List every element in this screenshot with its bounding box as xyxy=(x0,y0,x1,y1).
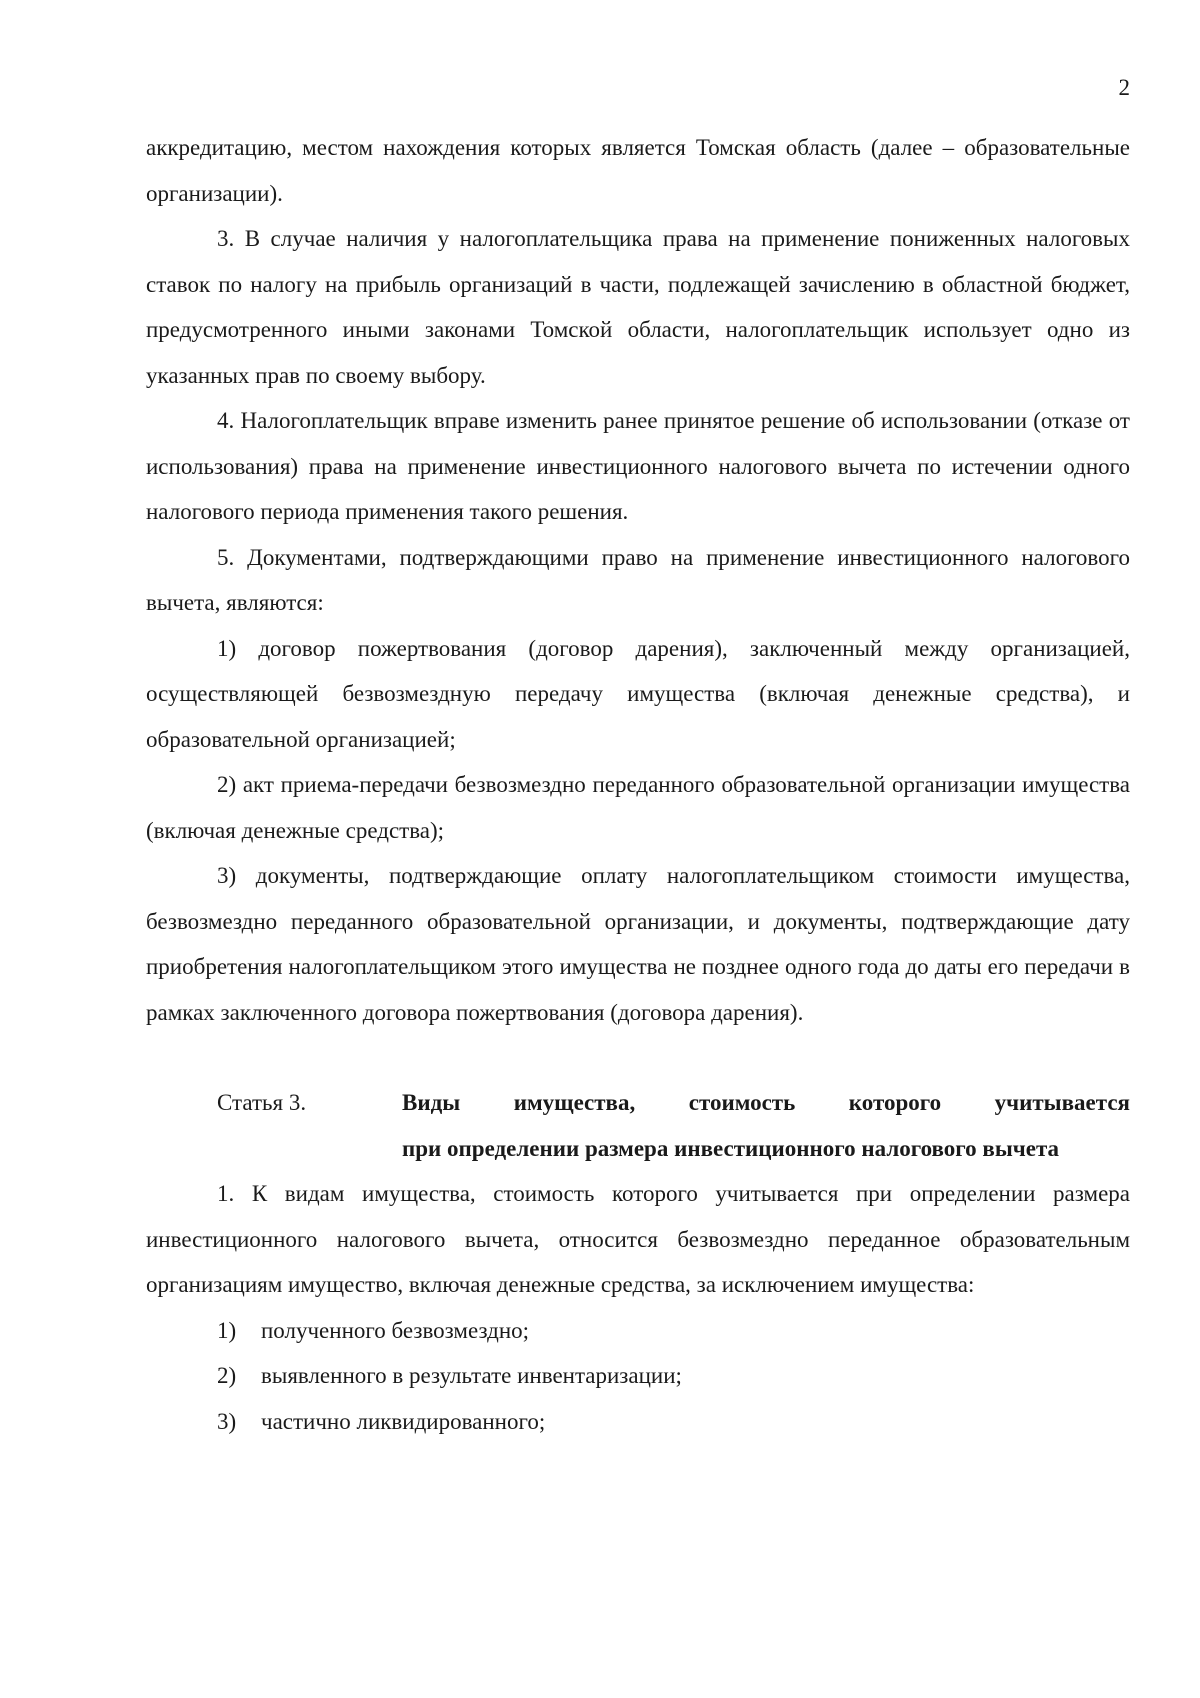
document-body xyxy=(146,125,1130,1444)
article-title-line-1: Виды имущества, стоимость которого учитывается xyxy=(402,1090,1130,1115)
list-item-text: частично ликвидированного; xyxy=(261,1408,546,1434)
list-item xyxy=(146,1353,1130,1399)
paragraph-3: 3. В случае наличия у налогоплательщика права на применение пониженных налоговых ставок по налогу на прибыль организаций в части, подлежащей зачислению в областной бюджет, предусмотренного иными законами Томской области, налогоплательщик использует одно из указанных прав по своему выбору. xyxy=(146,226,1130,388)
paragraph-5: 5. Документами, подтверждающими право на применение инвестиционного налогового вычета, являются: xyxy=(146,544,1130,615)
list-item-number: 2) xyxy=(217,1363,237,1388)
article-title-line-2: при определении размера инвестиционного налогового вычета xyxy=(402,1135,1060,1161)
list-item-number: 1) xyxy=(217,1317,237,1343)
list-item xyxy=(146,1308,1130,1354)
paragraph-5-item-3: 3) документы, подтверждающие оплату налогоплательщиком стоимости имущества, безвозмездно переданного образовательной организации, и документы, подтверждающие дату приобретения налогоплательщиком этого имущества не позднее одного года до даты его передачи в рамках заключенного договора пожертвования (договора дарения). xyxy=(146,863,1130,1025)
paragraph-5-item-2: 2) акт приема-передачи безвозмездно переданного образовательной организации имущества (включая денежные средства); xyxy=(146,772,1130,843)
list-item-number: 3) xyxy=(217,1408,237,1434)
paragraph-intro: аккредитацию, местом нахождения которых является Томская область (далее – образовательные организации). xyxy=(146,135,1130,206)
paragraph-4: 4. Налогоплательщик вправе изменить ранее принятое решение об использовании (отказе от использования) права на применение инвестиционного налогового вычета по истечении одного налогового периода применения такого решения. xyxy=(146,408,1130,524)
article-title xyxy=(402,1080,1130,1171)
paragraph-5-item-1: 1) договор пожертвования (договор дарения), заключенный между организацией, осуществляющей безвозмездную передачу имущества (включая денежные средства), и образовательной организацией; xyxy=(146,635,1130,752)
article-label: Статья 3. xyxy=(217,1090,307,1115)
page-number: 2 xyxy=(1118,75,1130,100)
list-item-text: выявленного в результате инвентаризации; xyxy=(261,1363,682,1388)
article-3-heading xyxy=(146,1080,1130,1171)
article-3-paragraph-1: 1. К видам имущества, стоимость которого учитывается при определении размера инвестиционного налогового вычета, относится безвозмездно переданное образовательным организациям имущество, включая денежные средства, за исключением имущества: xyxy=(146,1181,1130,1297)
list-item xyxy=(146,1399,1130,1445)
list-item-text: полученного безвозмездно; xyxy=(261,1317,530,1343)
